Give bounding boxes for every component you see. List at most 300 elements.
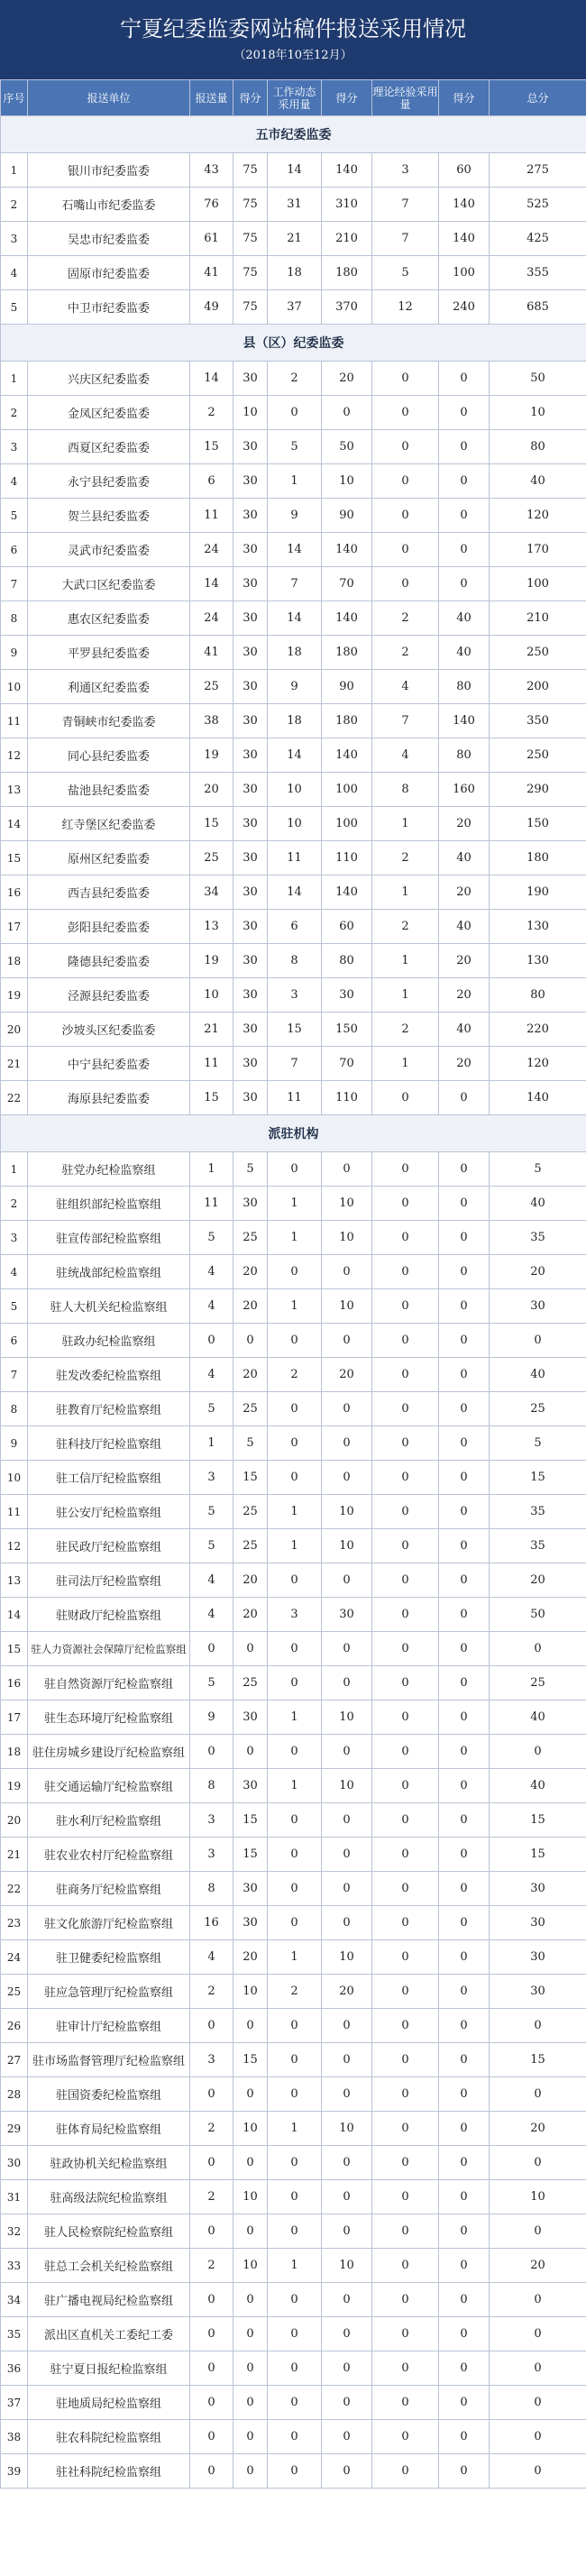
row-news-score: 0 [322,1906,372,1940]
row-total: 15 [490,1461,586,1495]
row-total: 30 [490,1940,586,1975]
row-submitted: 2 [190,396,233,430]
row-news-adopted: 0 [268,2283,322,2317]
row-submitted: 49 [190,290,233,325]
row-total: 425 [490,222,586,256]
row-news-adopted: 0 [268,1632,322,1666]
row-submitted-score: 0 [233,1735,268,1769]
section-header-row [1,1115,586,1152]
table-row [1,1324,586,1358]
table-row [1,1906,586,1940]
row-submitted: 0 [190,2351,233,2386]
table-row [1,2112,586,2146]
row-news-score: 0 [322,1632,372,1666]
row-theory-score: 20 [439,1047,490,1081]
row-news-score: 20 [322,1358,372,1392]
row-unit: 惠农区纪委监委 [28,601,190,636]
row-submitted-score: 25 [233,1666,268,1701]
row-unit: 灵武市纪委监委 [28,533,190,567]
row-unit: 驻工信厅纪检监察组 [28,1461,190,1495]
row-submitted: 61 [190,222,233,256]
row-seq: 11 [1,704,28,738]
row-theory-adopted: 1 [372,807,439,841]
column-header: 得分 [439,80,490,116]
row-total: 80 [490,978,586,1013]
row-total: 5 [490,1426,586,1461]
section-title: 五市纪委监委 [1,116,586,153]
row-news-score: 10 [322,1529,372,1563]
row-submitted: 34 [190,875,233,910]
row-submitted: 5 [190,1221,233,1255]
row-seq: 6 [1,533,28,567]
column-header: 理论经验采用量 [372,80,439,116]
row-submitted: 0 [190,2420,233,2454]
row-submitted-score: 10 [233,2112,268,2146]
row-news-score: 10 [322,1289,372,1324]
row-news-adopted: 1 [268,2112,322,2146]
row-submitted: 24 [190,601,233,636]
row-theory-score: 0 [439,1666,490,1701]
row-theory-adopted: 1 [372,1047,439,1081]
row-total: 0 [490,1735,586,1769]
row-theory-adopted: 0 [372,1152,439,1187]
row-total: 15 [490,1838,586,1872]
table-row [1,2146,586,2180]
row-news-score: 140 [322,153,372,188]
row-theory-adopted: 1 [372,978,439,1013]
row-news-score: 70 [322,1047,372,1081]
row-total: 220 [490,1013,586,1047]
row-unit: 青铜峡市纪委监委 [28,704,190,738]
row-submitted: 1 [190,1152,233,1187]
row-unit: 驻审计厅纪检监察组 [28,2009,190,2043]
row-news-adopted: 14 [268,153,322,188]
row-submitted-score: 30 [233,1047,268,1081]
row-news-score: 70 [322,567,372,601]
row-submitted: 6 [190,464,233,499]
row-unit: 驻司法厅纪检监察组 [28,1563,190,1598]
row-news-adopted: 2 [268,1975,322,2009]
row-unit: 吴忠市纪委监委 [28,222,190,256]
row-total: 10 [490,2180,586,2214]
row-total: 15 [490,1803,586,1838]
table-row [1,533,586,567]
row-news-score: 140 [322,601,372,636]
row-theory-adopted: 0 [372,499,439,533]
row-unit: 驻农科院纪检监察组 [28,2420,190,2454]
table-row [1,1013,586,1047]
row-submitted-score: 30 [233,464,268,499]
row-theory-adopted: 7 [372,704,439,738]
row-submitted-score: 10 [233,1975,268,2009]
row-unit: 驻宁夏日报纪检监察组 [28,2351,190,2386]
row-news-adopted: 21 [268,222,322,256]
table-row [1,2317,586,2351]
row-unit: 驻市场监督管理厅纪检监察组 [28,2043,190,2077]
row-theory-adopted: 2 [372,601,439,636]
row-seq: 29 [1,2112,28,2146]
table-row [1,841,586,875]
row-theory-adopted: 0 [372,2180,439,2214]
row-theory-score: 0 [439,1255,490,1289]
row-submitted-score: 0 [233,2317,268,2351]
table-header-row [1,80,586,116]
table-row [1,1392,586,1426]
row-seq: 24 [1,1940,28,1975]
row-news-adopted: 14 [268,533,322,567]
row-seq: 4 [1,256,28,290]
row-news-adopted: 14 [268,601,322,636]
row-theory-score: 0 [439,2180,490,2214]
row-total: 0 [490,2454,586,2489]
row-theory-adopted: 1 [372,944,439,978]
row-news-adopted: 2 [268,362,322,396]
row-submitted-score: 30 [233,636,268,670]
row-seq: 8 [1,601,28,636]
row-seq: 20 [1,1013,28,1047]
row-submitted-score: 25 [233,1529,268,1563]
row-submitted-score: 30 [233,533,268,567]
row-seq: 2 [1,188,28,222]
row-news-adopted: 1 [268,1221,322,1255]
table-row [1,1255,586,1289]
row-theory-score: 80 [439,670,490,704]
row-news-adopted: 1 [268,1940,322,1975]
row-unit: 驻卫健委纪检监察组 [28,1940,190,1975]
row-news-adopted: 0 [268,2077,322,2112]
row-theory-score: 0 [439,2351,490,2386]
row-submitted-score: 30 [233,875,268,910]
row-total: 250 [490,738,586,773]
row-seq: 28 [1,2077,28,2112]
row-theory-score: 0 [439,1461,490,1495]
row-news-adopted: 1 [268,2249,322,2283]
row-news-score: 0 [322,2214,372,2249]
row-unit: 金凤区纪委监委 [28,396,190,430]
table-row [1,1735,586,1769]
row-news-score: 0 [322,2317,372,2351]
row-theory-score: 0 [439,2249,490,2283]
row-unit: 驻人民检察院纪检监察组 [28,2214,190,2249]
row-seq: 37 [1,2386,28,2420]
row-seq: 35 [1,2317,28,2351]
table-row [1,944,586,978]
row-theory-adopted: 0 [372,1975,439,2009]
row-theory-score: 80 [439,738,490,773]
row-submitted: 2 [190,2180,233,2214]
row-theory-score: 0 [439,1152,490,1187]
row-total: 0 [490,1632,586,1666]
row-submitted: 4 [190,1598,233,1632]
row-theory-adopted: 0 [372,1461,439,1495]
row-submitted: 11 [190,1047,233,1081]
row-seq: 4 [1,464,28,499]
row-theory-adopted: 0 [372,362,439,396]
row-unit: 盐池县纪委监委 [28,773,190,807]
row-submitted-score: 30 [233,1769,268,1803]
row-submitted: 1 [190,1426,233,1461]
row-total: 20 [490,1255,586,1289]
row-unit: 银川市纪委监委 [28,153,190,188]
row-total: 0 [490,2351,586,2386]
row-news-adopted: 0 [268,2454,322,2489]
row-submitted-score: 15 [233,1461,268,1495]
row-seq: 14 [1,807,28,841]
row-news-score: 10 [322,1701,372,1735]
table-row [1,222,586,256]
table-row [1,2454,586,2489]
row-news-adopted: 3 [268,1598,322,1632]
row-news-score: 140 [322,875,372,910]
row-theory-adopted: 0 [372,2317,439,2351]
table-row [1,396,586,430]
row-unit: 固原市纪委监委 [28,256,190,290]
row-total: 30 [490,1872,586,1906]
row-unit: 驻社科院纪检监察组 [28,2454,190,2489]
row-total: 170 [490,533,586,567]
table-row [1,1081,586,1115]
row-seq: 20 [1,1803,28,1838]
row-news-adopted: 1 [268,464,322,499]
row-seq: 21 [1,1838,28,1872]
table-row [1,1047,586,1081]
row-submitted: 0 [190,1324,233,1358]
row-submitted: 11 [190,1187,233,1221]
row-news-adopted: 9 [268,670,322,704]
column-header: 得分 [322,80,372,116]
row-theory-score: 20 [439,944,490,978]
section-title: 县（区）纪委监委 [1,325,586,362]
row-news-score: 0 [322,1735,372,1769]
row-submitted-score: 75 [233,153,268,188]
row-news-adopted: 1 [268,1187,322,1221]
row-seq: 34 [1,2283,28,2317]
row-total: 25 [490,1666,586,1701]
table-row [1,1152,586,1187]
row-news-adopted: 10 [268,773,322,807]
row-theory-score: 0 [439,1324,490,1358]
row-news-score: 10 [322,1495,372,1529]
row-submitted-score: 30 [233,362,268,396]
row-submitted-score: 15 [233,1803,268,1838]
row-theory-score: 0 [439,1975,490,2009]
row-news-adopted: 31 [268,188,322,222]
row-news-score: 110 [322,1081,372,1115]
row-unit: 驻人力资源社会保障厅纪检监察组 [28,1632,190,1666]
row-news-adopted: 0 [268,1392,322,1426]
column-header: 报送单位 [28,80,190,116]
column-header: 序号 [1,80,28,116]
row-theory-adopted: 0 [372,1495,439,1529]
row-seq: 9 [1,636,28,670]
row-theory-score: 20 [439,875,490,910]
row-theory-score: 0 [439,1803,490,1838]
row-unit: 驻住房城乡建设厅纪检监察组 [28,1735,190,1769]
row-submitted-score: 0 [233,1632,268,1666]
row-news-score: 0 [322,1838,372,1872]
row-submitted: 0 [190,1735,233,1769]
row-total: 0 [490,1324,586,1358]
row-theory-adopted: 0 [372,1324,439,1358]
table-row [1,1632,586,1666]
row-submitted: 13 [190,910,233,944]
row-unit: 派出区直机关工委纪工委 [28,2317,190,2351]
row-unit: 海原县纪委监委 [28,1081,190,1115]
row-submitted: 0 [190,2317,233,2351]
row-theory-score: 0 [439,1701,490,1735]
row-theory-adopted: 0 [372,1701,439,1735]
table-row [1,1598,586,1632]
table-row [1,601,586,636]
row-theory-score: 0 [439,1358,490,1392]
row-unit: 彭阳县纪委监委 [28,910,190,944]
row-theory-adopted: 0 [372,464,439,499]
row-unit: 西夏区纪委监委 [28,430,190,464]
row-theory-score: 0 [439,1495,490,1529]
row-theory-adopted: 2 [372,636,439,670]
row-submitted: 25 [190,670,233,704]
row-submitted-score: 15 [233,2043,268,2077]
row-theory-adopted: 0 [372,430,439,464]
row-submitted: 5 [190,1666,233,1701]
row-news-adopted: 37 [268,290,322,325]
row-theory-score: 0 [439,2214,490,2249]
row-submitted-score: 75 [233,188,268,222]
row-theory-adopted: 0 [372,1735,439,1769]
row-theory-score: 140 [439,188,490,222]
column-header: 总分 [490,80,586,116]
row-theory-adopted: 12 [372,290,439,325]
table-row [1,978,586,1013]
row-unit: 利通区纪委监委 [28,670,190,704]
row-news-score: 0 [322,1392,372,1426]
row-submitted: 3 [190,1461,233,1495]
row-seq: 2 [1,396,28,430]
row-unit: 驻发改委纪检监察组 [28,1358,190,1392]
row-news-score: 100 [322,807,372,841]
row-total: 200 [490,670,586,704]
row-unit: 原州区纪委监委 [28,841,190,875]
row-theory-score: 0 [439,1221,490,1255]
row-theory-score: 0 [439,499,490,533]
table-row [1,773,586,807]
row-submitted-score: 30 [233,807,268,841]
row-seq: 27 [1,2043,28,2077]
row-submitted-score: 0 [233,2454,268,2489]
row-news-score: 30 [322,978,372,1013]
row-submitted: 21 [190,1013,233,1047]
row-submitted-score: 30 [233,1701,268,1735]
row-theory-adopted: 0 [372,2112,439,2146]
row-unit: 驻水利厅纪检监察组 [28,1803,190,1838]
row-news-adopted: 0 [268,2317,322,2351]
row-news-score: 30 [322,1598,372,1632]
row-seq: 3 [1,1221,28,1255]
row-unit: 驻宣传部纪检监察组 [28,1221,190,1255]
table-row [1,362,586,396]
row-unit: 驻农业农村厅纪检监察组 [28,1838,190,1872]
row-submitted-score: 30 [233,978,268,1013]
row-unit: 中卫市纪委监委 [28,290,190,325]
table-row [1,2283,586,2317]
table-row [1,2077,586,2112]
row-total: 180 [490,841,586,875]
report-table [0,79,586,2489]
row-submitted: 20 [190,773,233,807]
row-submitted-score: 15 [233,1838,268,1872]
row-news-score: 0 [322,1872,372,1906]
row-submitted-score: 10 [233,2249,268,2283]
row-theory-score: 20 [439,807,490,841]
row-unit: 驻党办纪检监察组 [28,1152,190,1187]
table-row [1,1975,586,2009]
row-seq: 23 [1,1906,28,1940]
row-submitted: 0 [190,2454,233,2489]
row-news-score: 0 [322,1803,372,1838]
row-total: 0 [490,2146,586,2180]
row-submitted-score: 75 [233,222,268,256]
row-submitted: 0 [190,2077,233,2112]
row-total: 35 [490,1495,586,1529]
row-news-score: 0 [322,1255,372,1289]
row-news-adopted: 0 [268,1426,322,1461]
row-theory-adopted: 3 [372,153,439,188]
row-news-score: 60 [322,910,372,944]
row-theory-score: 0 [439,2043,490,2077]
row-news-score: 10 [322,464,372,499]
row-submitted: 14 [190,362,233,396]
row-submitted: 4 [190,1289,233,1324]
row-submitted-score: 0 [233,2283,268,2317]
row-submitted-score: 30 [233,841,268,875]
row-submitted-score: 75 [233,290,268,325]
row-theory-adopted: 1 [372,875,439,910]
row-theory-adopted: 0 [372,2146,439,2180]
row-total: 10 [490,396,586,430]
table-body [1,116,586,2489]
row-submitted-score: 0 [233,2009,268,2043]
row-news-adopted: 18 [268,704,322,738]
row-theory-adopted: 0 [372,1289,439,1324]
table-row [1,807,586,841]
row-unit: 沙坡头区纪委监委 [28,1013,190,1047]
row-submitted: 41 [190,256,233,290]
row-submitted: 0 [190,2386,233,2420]
row-submitted-score: 0 [233,2146,268,2180]
row-theory-score: 0 [439,362,490,396]
row-submitted-score: 25 [233,1495,268,1529]
row-unit: 隆德县纪委监委 [28,944,190,978]
row-theory-adopted: 0 [372,1255,439,1289]
table-row [1,1221,586,1255]
row-total: 20 [490,1563,586,1598]
table-row [1,464,586,499]
row-unit: 永宁县纪委监委 [28,464,190,499]
row-theory-adopted: 0 [372,2420,439,2454]
row-total: 40 [490,1187,586,1221]
row-total: 290 [490,773,586,807]
row-unit: 驻教育厅纪检监察组 [28,1392,190,1426]
row-submitted: 2 [190,2112,233,2146]
row-unit: 贺兰县纪委监委 [28,499,190,533]
row-seq: 32 [1,2214,28,2249]
row-news-score: 80 [322,944,372,978]
row-total: 40 [490,1701,586,1735]
row-theory-score: 140 [439,222,490,256]
table-row [1,256,586,290]
row-submitted: 2 [190,1975,233,2009]
table-row [1,1872,586,1906]
